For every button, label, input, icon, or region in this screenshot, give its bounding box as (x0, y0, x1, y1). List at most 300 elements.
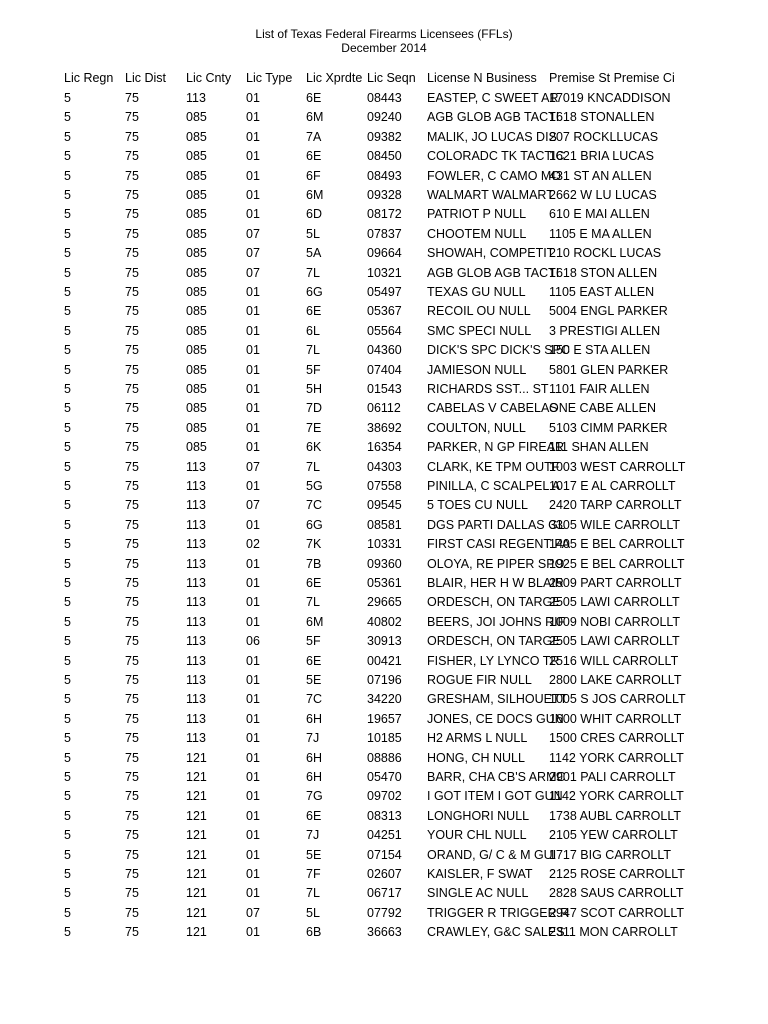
table-row (0, 496, 768, 515)
table-cell: 113 (186, 692, 206, 706)
table-cell: SINGLE AC NULL (427, 886, 529, 900)
table-cell: 5G (306, 479, 323, 493)
table-cell: 5103 CIMM PARKER (549, 421, 668, 435)
table-cell: 2509 PART CARROLLT (549, 576, 682, 590)
table-cell: 75 (125, 169, 139, 183)
column-header: Lic Xprdte (306, 71, 363, 85)
table-cell: 5 (64, 401, 71, 415)
table-cell: 113 (186, 654, 206, 668)
table-cell: AGB GLOB AGB TACTI (427, 110, 560, 124)
table-cell: 75 (125, 440, 139, 454)
table-cell: 085 (186, 401, 207, 415)
table-cell: 121 (186, 828, 207, 842)
table-cell: 10321 (367, 266, 402, 280)
table-cell: 01 (246, 382, 260, 396)
table-cell: 75 (125, 518, 139, 532)
table-row (0, 749, 768, 768)
table-cell: 7L (306, 343, 320, 357)
table-cell: 01 (246, 401, 260, 415)
table-cell: 5E (306, 848, 322, 862)
table-cell: 07 (246, 246, 260, 260)
table-cell: 5801 GLEN PARKER (549, 363, 669, 377)
table-cell: JONES, CE DOCS GUN (427, 712, 564, 726)
table-cell: 01 (246, 828, 260, 842)
table-cell: TRIGGER R TRIGGER R (427, 906, 570, 920)
table-cell: 75 (125, 751, 139, 765)
table-cell: 085 (186, 169, 207, 183)
table-cell: 2105 YEW CARROLLT (549, 828, 678, 842)
table-cell: H2 ARMS L NULL (427, 731, 528, 745)
table-cell: 5 (64, 421, 71, 435)
table-cell: 5 (64, 169, 71, 183)
document-subtitle: December 2014 (341, 41, 427, 55)
table-cell: 6H (306, 712, 322, 726)
table-cell: 6H (306, 751, 322, 765)
table-cell: 75 (125, 848, 139, 862)
table-cell: 5 (64, 498, 71, 512)
table-cell: 6E (306, 149, 322, 163)
table-cell: 5 (64, 343, 71, 357)
document-title: List of Texas Federal Firearms Licensees (FFLs) (255, 27, 513, 41)
table-cell: 7J (306, 731, 320, 745)
table-cell: TEXAS GU NULL (427, 285, 526, 299)
table-row (0, 89, 768, 108)
table-cell: 1717 BIG CARROLLT (549, 848, 672, 862)
table-cell: 01 (246, 615, 260, 629)
table-cell: 07404 (367, 363, 402, 377)
table-cell: SMC SPECI NULL (427, 324, 532, 338)
table-cell: 5 (64, 479, 71, 493)
table-cell: ROGUE FIR NULL (427, 673, 532, 687)
table-cell: 113 (186, 498, 206, 512)
table-cell: 01 (246, 886, 260, 900)
table-cell: 01543 (367, 382, 402, 396)
table-cell: 34220 (367, 692, 402, 706)
table-cell: 5 (64, 130, 71, 144)
table-row (0, 458, 768, 477)
table-row (0, 826, 768, 845)
table-cell: 01 (246, 789, 260, 803)
table-cell: 7B (306, 557, 322, 571)
table-cell: 5 (64, 382, 71, 396)
table-cell: 7L (306, 266, 320, 280)
table-cell: PATRIOT P NULL (427, 207, 527, 221)
table-cell: 07 (246, 906, 260, 920)
table-row (0, 904, 768, 923)
table-cell: 75 (125, 479, 139, 493)
table-cell: 75 (125, 576, 139, 590)
table-cell: 121 (186, 789, 207, 803)
table-cell: 085 (186, 324, 207, 338)
table-cell: 5 (64, 460, 71, 474)
table-cell: YOUR CHL NULL (427, 828, 527, 842)
table-cell: 113 (186, 576, 206, 590)
table-row (0, 729, 768, 748)
table-cell: 75 (125, 886, 139, 900)
table-cell: 07837 (367, 227, 402, 241)
table-cell: 06112 (367, 401, 401, 415)
table-cell: 113 (186, 712, 206, 726)
table-cell: 1500 CRES CARROLLT (549, 731, 685, 745)
table-cell: 1600 WHIT CARROLLT (549, 712, 682, 726)
table-cell: 1738 AUBL CARROLLT (549, 809, 682, 823)
table-row (0, 108, 768, 127)
table-cell: 6E (306, 304, 322, 318)
table-cell: CHOOTEM NULL (427, 227, 527, 241)
table-row (0, 516, 768, 535)
table-cell: 2311 MON CARROLLT (549, 925, 678, 939)
table-cell: 75 (125, 770, 139, 784)
table-cell: 5A (306, 246, 322, 260)
table-cell: AGB GLOB AGB TACTI (427, 266, 560, 280)
table-cell: 75 (125, 382, 139, 396)
table-cell: 2662 W LU LUCAS (549, 188, 657, 202)
table-cell: 7F (306, 867, 321, 881)
table-row (0, 710, 768, 729)
table-cell: 2125 ROSE CARROLLT (549, 867, 685, 881)
table-row (0, 225, 768, 244)
table-row (0, 923, 768, 942)
table-row (0, 652, 768, 671)
table-cell: EASTEP, C SWEET AR (427, 91, 559, 105)
table-cell: 5 (64, 576, 71, 590)
table-cell: 75 (125, 692, 139, 706)
table-cell: 75 (125, 731, 139, 745)
table-cell: 75 (125, 537, 139, 551)
table-cell: 113 (186, 479, 206, 493)
table-cell: 5 (64, 518, 71, 532)
table-row (0, 574, 768, 593)
table-cell: 01 (246, 518, 260, 532)
table-cell: 1003 WEST CARROLLT (549, 460, 686, 474)
table-cell: 08443 (367, 91, 402, 105)
table-row (0, 787, 768, 806)
table-row (0, 147, 768, 166)
table-cell: 05497 (367, 285, 402, 299)
table-cell: 121 (186, 809, 207, 823)
table-cell: 121 (186, 886, 207, 900)
table-cell: 02607 (367, 867, 402, 881)
table-cell: 121 (186, 751, 207, 765)
table-cell: 75 (125, 712, 139, 726)
table-cell: 1621 BRIA LUCAS (549, 149, 654, 163)
table-cell: 113 (186, 615, 206, 629)
column-header: License N Business (427, 71, 537, 85)
table-cell: 38692 (367, 421, 402, 435)
table-row (0, 167, 768, 186)
table-cell: 01 (246, 712, 260, 726)
table-cell: ORDESCH, ON TARGE (427, 595, 561, 609)
table-cell: 05470 (367, 770, 402, 784)
table-cell: 5 (64, 654, 71, 668)
table-cell: 085 (186, 130, 207, 144)
table-cell: BLAIR, HER H W BLAIR (427, 576, 564, 590)
table-cell: 75 (125, 906, 139, 920)
table-cell: 75 (125, 789, 139, 803)
table-cell: 5 (64, 615, 71, 629)
table-cell: 113 (186, 518, 206, 532)
table-cell: 75 (125, 91, 139, 105)
table-cell: 1142 YORK CARROLLT (549, 751, 684, 765)
table-cell: 5 (64, 848, 71, 862)
table-cell: 150 E STA ALLEN (549, 343, 651, 357)
table-cell: 07 (246, 266, 260, 280)
table-cell: 36663 (367, 925, 402, 939)
table-cell: 6E (306, 809, 322, 823)
table-cell: 085 (186, 285, 207, 299)
table-cell: 113 (186, 557, 206, 571)
column-header: Lic Type (246, 71, 293, 85)
table-cell: 085 (186, 304, 207, 318)
table-row (0, 205, 768, 224)
table-row (0, 613, 768, 632)
table-row (0, 419, 768, 438)
table-cell: 09702 (367, 789, 402, 803)
table-cell: 121 (186, 906, 207, 920)
table-cell: 75 (125, 207, 139, 221)
table-cell: 01 (246, 809, 260, 823)
table-cell: 5 (64, 324, 71, 338)
table-cell: 75 (125, 673, 139, 687)
table-cell: 01 (246, 867, 260, 881)
table-cell: 08493 (367, 169, 402, 183)
table-cell: 09664 (367, 246, 402, 260)
table-cell: 01 (246, 110, 260, 124)
table-cell: FISHER, LY LYNCO TR (427, 654, 560, 668)
table-cell: 5 (64, 149, 71, 163)
table-cell: 7L (306, 886, 320, 900)
table-cell: 01 (246, 130, 260, 144)
table-row (0, 302, 768, 321)
table-cell: 113 (186, 91, 206, 105)
table-cell: 1618 STON ALLEN (549, 266, 658, 280)
table-cell: DICK'S SPC DICK'S SPC (427, 343, 570, 357)
table-cell: CRAWLEY, G&C SALES (427, 925, 565, 939)
table-cell: SHOWAH, COMPETIT (427, 246, 555, 260)
table-cell: 07 (246, 498, 260, 512)
table-cell: 5L (306, 227, 320, 241)
table-cell: 2901 PALI CARROLLT (549, 770, 676, 784)
table-cell: 1017 E AL CARROLLT (549, 479, 676, 493)
table-cell: 75 (125, 615, 139, 629)
table-cell: 09328 (367, 188, 402, 202)
table-cell: 09240 (367, 110, 402, 124)
table-cell: 6D (306, 207, 322, 221)
table-cell: 75 (125, 634, 139, 648)
table-cell: 2516 WILL CARROLLT (549, 654, 679, 668)
table-cell: 01 (246, 343, 260, 357)
table-cell: 085 (186, 149, 207, 163)
table-cell: MALIK, JO LUCAS DIS (427, 130, 557, 144)
table-cell: 085 (186, 382, 207, 396)
table-cell: 75 (125, 401, 139, 415)
table-cell: 04251 (367, 828, 402, 842)
table-cell: 6E (306, 576, 322, 590)
table-header (0, 69, 768, 88)
table-cell: 5 (64, 886, 71, 900)
table-row (0, 593, 768, 612)
table-cell: 01 (246, 479, 260, 493)
table-row (0, 690, 768, 709)
table-cell: 75 (125, 809, 139, 823)
table-cell: 3 PRESTIGI ALLEN (549, 324, 661, 338)
table-cell: 1101 FAIR ALLEN (549, 382, 650, 396)
table-cell: 07 (246, 460, 260, 474)
table-cell: 75 (125, 460, 139, 474)
table-row (0, 341, 768, 360)
table-cell: 75 (125, 867, 139, 881)
table-cell: 07196 (367, 673, 402, 687)
table-cell: 08581 (367, 518, 402, 532)
table-cell: BEERS, JOI JOHNS RIF (427, 615, 566, 629)
table-cell: HONG, CH NULL (427, 751, 525, 765)
table-cell: PARKER, N GP FIREAR (427, 440, 565, 454)
table-cell: 7C (306, 498, 322, 512)
table-cell: 2420 TARP CARROLLT (549, 498, 682, 512)
table-cell: COLORADC TK TACTIC (427, 149, 565, 163)
table-cell: JAMIESON NULL (427, 363, 527, 377)
table-cell: 5 TOES CU NULL (427, 498, 528, 512)
table-cell: 5 (64, 809, 71, 823)
table-cell: 01 (246, 440, 260, 454)
table-cell: 7C (306, 692, 322, 706)
table-cell: CLARK, KE TPM OUTF (427, 460, 560, 474)
table-cell: 7L (306, 460, 320, 474)
table-cell: FIRST CASI REGENT PA (427, 537, 571, 551)
table-cell: 2828 SAUS CARROLLT (549, 886, 684, 900)
table-cell: 121 (186, 848, 207, 862)
table-cell: 5 (64, 91, 71, 105)
table-cell: 085 (186, 227, 207, 241)
table-cell: 01 (246, 848, 260, 862)
table-cell: BARR, CHA CB'S ARMC (427, 770, 566, 784)
table-cell: 01 (246, 731, 260, 745)
table-cell: 75 (125, 130, 139, 144)
table-cell: 06 (246, 634, 260, 648)
table-cell: 113 (186, 595, 206, 609)
table-cell: 07558 (367, 479, 402, 493)
table-cell: 01 (246, 324, 260, 338)
table-cell: 5 (64, 712, 71, 726)
table-cell: 01 (246, 576, 260, 590)
table-cell: 1105 EAST ALLEN (549, 285, 655, 299)
table-cell: 1142 YORK CARROLLT (549, 789, 684, 803)
table-cell: 5E (306, 673, 322, 687)
table-cell: 6E (306, 91, 322, 105)
table-cell: DGS PARTI DALLAS GL (427, 518, 565, 532)
table-cell: 1005 S JOS CARROLLT (549, 692, 686, 706)
table-cell: 5F (306, 634, 321, 648)
table-cell: 7L (306, 595, 320, 609)
table-cell: 30913 (367, 634, 402, 648)
table-cell: 40802 (367, 615, 402, 629)
table-cell: 113 (186, 537, 206, 551)
table-cell: 113 (186, 731, 206, 745)
table-cell: 75 (125, 188, 139, 202)
table-cell: 7A (306, 130, 322, 144)
table-cell: 75 (125, 266, 139, 280)
table-cell: LONGHORI NULL (427, 809, 530, 823)
table-cell: 19657 (367, 712, 402, 726)
table-cell: 07 (246, 227, 260, 241)
table-cell: 07154 (367, 848, 402, 862)
table-cell: 085 (186, 421, 207, 435)
table-cell: 29665 (367, 595, 402, 609)
table-cell: 75 (125, 595, 139, 609)
table-cell: 01 (246, 304, 260, 318)
column-header: Lic Cnty (186, 71, 232, 85)
table-cell: 75 (125, 654, 139, 668)
table-cell: 5 (64, 925, 71, 939)
table-row (0, 807, 768, 826)
table-cell: 10331 (367, 537, 402, 551)
table-cell: 02 (246, 537, 260, 551)
table-cell: 7D (306, 401, 322, 415)
table-cell: 1925 E BEL CARROLLT (549, 557, 685, 571)
table-cell: 6K (306, 440, 322, 454)
table-row (0, 438, 768, 457)
table-cell: 5 (64, 188, 71, 202)
table-row (0, 632, 768, 651)
table-cell: 75 (125, 498, 139, 512)
table-cell: 05564 (367, 324, 402, 338)
table-cell: 6M (306, 110, 324, 124)
table-cell: 085 (186, 363, 207, 377)
table-cell: 01 (246, 188, 260, 202)
table-cell: WALMART WALMART (427, 188, 554, 202)
table-row (0, 244, 768, 263)
table-row (0, 128, 768, 147)
table-cell: 5 (64, 867, 71, 881)
table-cell: 1405 E BEL CARROLLT (549, 537, 685, 551)
table-cell: 5F (306, 363, 321, 377)
table-cell: 01 (246, 285, 260, 299)
table-cell: 085 (186, 110, 207, 124)
table-cell: 75 (125, 343, 139, 357)
table-cell: 610 E MAI ALLEN (549, 207, 650, 221)
table-cell: 5 (64, 207, 71, 221)
table-cell: 6G (306, 518, 323, 532)
table-cell: 5 (64, 828, 71, 842)
table-cell: 01 (246, 654, 260, 668)
table-cell: 2505 LAWI CARROLLT (549, 634, 680, 648)
table-cell: ORAND, G/ C & M GUI (427, 848, 557, 862)
table-cell: 7E (306, 421, 322, 435)
table-cell: 431 ST AN ALLEN (549, 169, 652, 183)
table-cell: FOWLER, C CAMO MO (427, 169, 562, 183)
table-cell: 121 (186, 925, 207, 939)
table-cell: 113 (186, 634, 206, 648)
table-cell: 5 (64, 227, 71, 241)
table-cell: 5 (64, 692, 71, 706)
table-cell: 5 (64, 110, 71, 124)
table-cell: 5 (64, 246, 71, 260)
table-cell: 5 (64, 789, 71, 803)
table-cell: 5004 ENGL PARKER (549, 304, 668, 318)
table-row (0, 555, 768, 574)
table-cell: 121 (186, 867, 207, 881)
table-cell: 5 (64, 363, 71, 377)
table-cell: 08172 (367, 207, 402, 221)
table-cell: 5 (64, 673, 71, 687)
table-row (0, 264, 768, 283)
table-cell: 04360 (367, 343, 402, 357)
table-cell: 08450 (367, 149, 402, 163)
table-cell: 5 (64, 537, 71, 551)
table-cell: 01 (246, 421, 260, 435)
table-cell: KAISLER, F SWAT (427, 867, 533, 881)
table-cell: 09382 (367, 130, 402, 144)
